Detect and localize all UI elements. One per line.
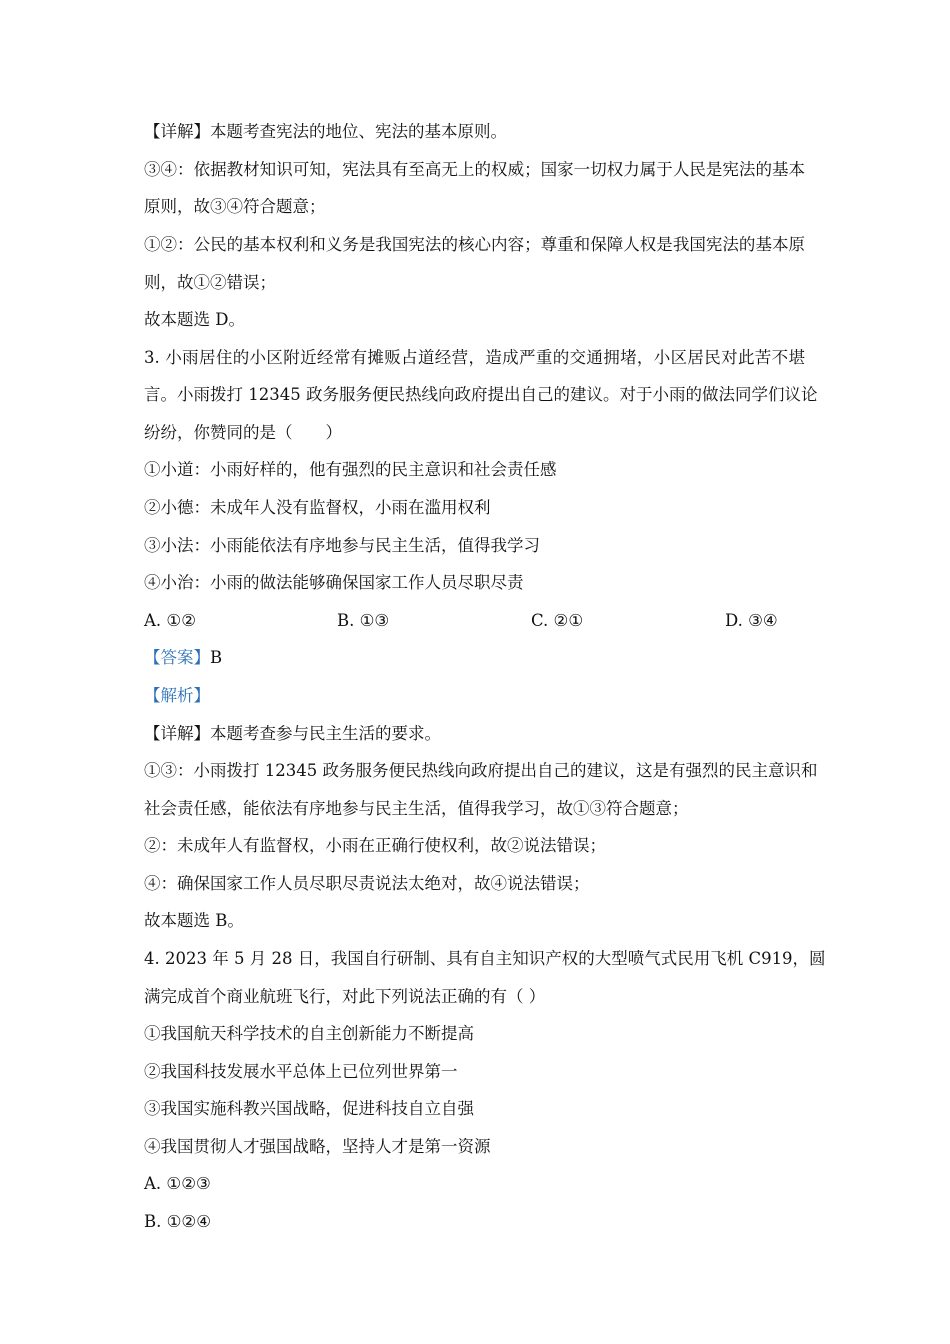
q3-option-a: A. ①② [144,611,196,630]
q4-option-b: B. ①②④ [144,1212,211,1231]
q2-conclusion: 故本题选 D。 [144,310,245,329]
q2-detail: 【详解】本题考查宪法的地位、宪法的基本原则。 [144,122,507,141]
q3-option-c: C. ②① [531,611,584,630]
q2-explanation-12-line1: ①②：公民的基本权利和义务是我国宪法的核心内容；尊重和保障人权是我国宪法的基本原 [144,235,805,254]
q3-stem-line2: 言。小雨拨打 12345 政务服务便民热线向政府提出自己的建议。对于小雨的做法同学们议论 [144,385,818,404]
q3-statement-1: ①小道：小雨好样的，他有强烈的民主意识和社会责任感 [144,460,557,479]
q4-stem-line2: 满完成首个商业航班飞行，对此下列说法正确的有（ ） [144,987,546,1006]
q4-stem-line1: 4. 2023 年 5 月 28 日，我国自行研制、具有自主知识产权的大型喷气式民用飞机 C919，圆 [144,949,826,968]
q3-explanation-13-line2: 社会责任感，能依法有序地参与民主生活，值得我学习，故①③符合题意； [144,799,689,818]
q4-statement-1: ①我国航天科学技术的自主创新能力不断提高 [144,1024,474,1043]
q3-statement-3: ③小法：小雨能依法有序地参与民主生活，值得我学习 [144,536,540,555]
q3-explanation-13-line1: ①③：小雨拨打 12345 政务服务便民热线向政府提出自己的建议，这是有强烈的民主意识和 [144,761,818,780]
analysis-tag: 【解析】 [144,686,210,705]
q3-stem-line3: 纷纷，你赞同的是（ ） [144,423,342,442]
q3-detail: 【详解】本题考查参与民主生活的要求。 [144,724,441,743]
q2-explanation-34-line2: 原则，故③④符合题意； [144,197,326,216]
q2-explanation-34-line1: ③④：依据教材知识可知，宪法具有至高无上的权威；国家一切权力属于人民是宪法的基本 [144,160,805,179]
q2-explanation-12-line2: 则，故①②错误； [144,273,276,292]
q4-option-a: A. ①②③ [144,1174,211,1193]
q3-explanation-4: ④：确保国家工作人员尽职尽责说法太绝对，故④说法错误； [144,874,590,893]
q3-option-d: D. ③④ [725,611,778,630]
q3-conclusion: 故本题选 B。 [144,911,244,930]
q4-statement-3: ③我国实施科教兴国战略，促进科技自立自强 [144,1099,474,1118]
q4-statement-4: ④我国贯彻人才强国战略，坚持人才是第一资源 [144,1137,491,1156]
q3-option-b: B. ①③ [337,611,390,630]
q3-stem-line1: 3. 小雨居住的小区附近经常有摊贩占道经营，造成严重的交通拥堵，小区居民对此苦不堪 [144,348,805,367]
answer-value: B [210,648,223,667]
q3-answer-row [144,648,222,668]
q4-statement-2: ②我国科技发展水平总体上已位列世界第一 [144,1062,458,1081]
q3-statement-4: ④小治：小雨的做法能够确保国家工作人员尽职尽责 [144,573,524,592]
q3-explanation-2: ②：未成年人有监督权，小雨在正确行使权利，故②说法错误； [144,836,606,855]
q3-statement-2: ②小德：未成年人没有监督权，小雨在滥用权利 [144,498,491,517]
answer-tag: 【答案】 [144,648,210,667]
